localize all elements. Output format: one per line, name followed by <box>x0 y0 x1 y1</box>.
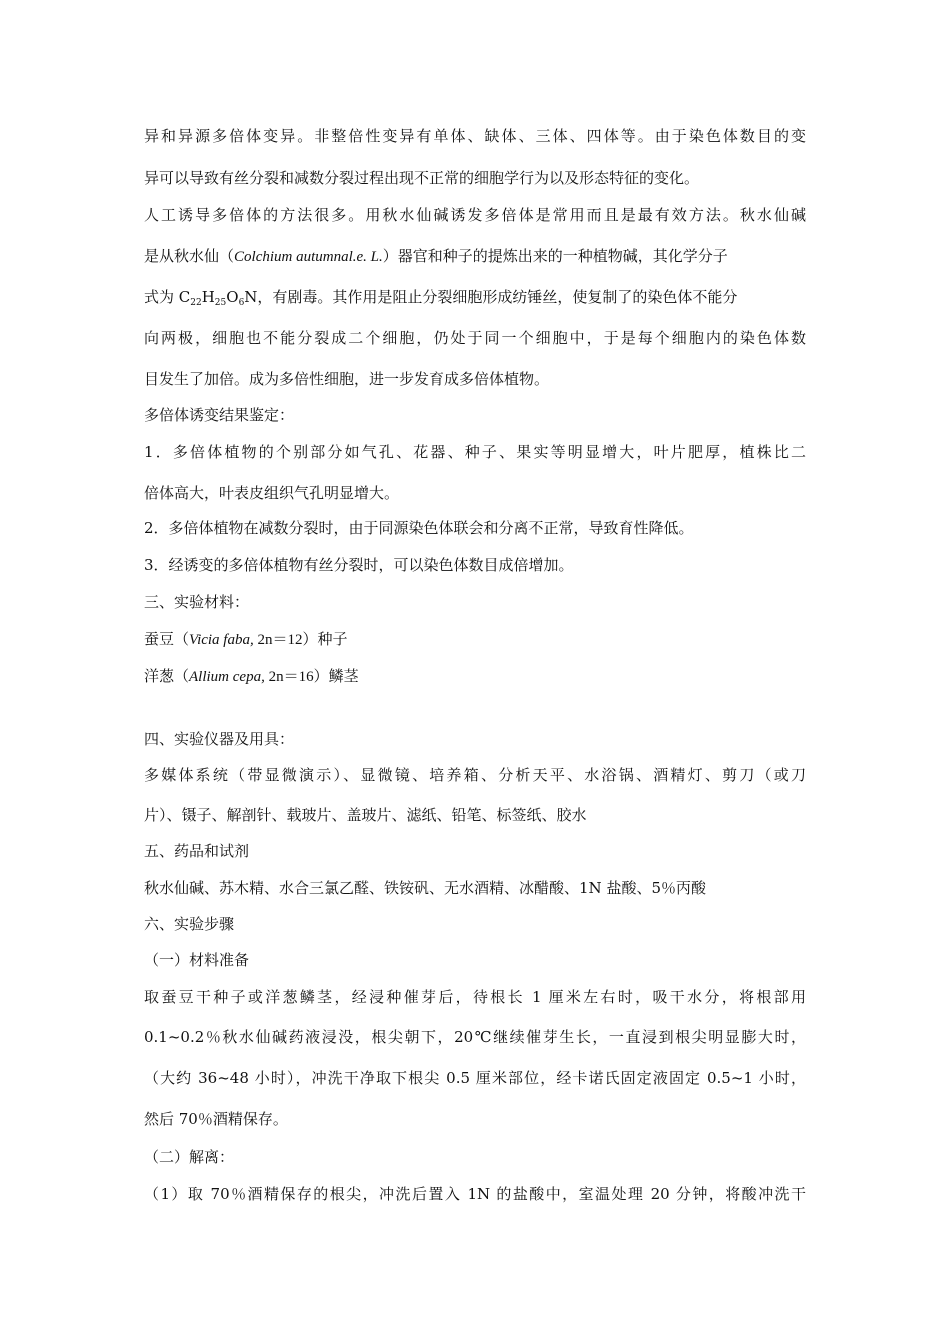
text-fragment: 蚕豆（ <box>144 630 190 648</box>
text-line: 异和异源多倍体变异。非整倍性变异有单体、缺体、三体、四体等。由于染色体数目的变 <box>144 127 806 145</box>
text-line: （1）取 70％酒精保存的根尖，冲洗后置入 1N 的盐酸中，室温处理 20 分钟，将酸冲洗干 <box>144 1185 806 1203</box>
text-line <box>144 246 728 267</box>
list-item: 2．多倍体植物在减数分裂时，由于同源染色体联会和分离不正常，导致育性降低。 <box>144 519 694 537</box>
heading: 多倍体诱变结果鉴定： <box>144 406 295 424</box>
sub-heading: （二）解离： <box>144 1148 235 1166</box>
subscript: 25 <box>214 298 227 308</box>
text-line: 0.1~0.2％秋水仙碱药液浸没，根尖朝下，20℃继续催芽生长，一直浸到根尖明显膨大时， <box>144 1028 806 1046</box>
sub-heading: （一）材料准备 <box>144 951 250 969</box>
text-line: 人工诱导多倍体的方法很多。用秋水仙碱诱发多倍体是常用而且是最有效方法。秋水仙碱 <box>144 206 806 224</box>
text-fragment: 2n＝12）种子 <box>253 632 348 648</box>
section-heading: 四、实验仪器及用具： <box>144 730 295 748</box>
text-fragment: ）器官和种子的提炼出来的一种植物碱，其化学分子 <box>382 247 728 265</box>
section-heading: 六、实验步骤 <box>144 915 235 933</box>
text-line: 向两极，细胞也不能分裂成二个细胞，仍处于同一个细胞中，于是每个细胞内的染色体数 <box>144 329 806 347</box>
text-line: 倍体高大，叶表皮组织气孔明显增大。 <box>144 484 400 502</box>
text-fragment: 是从秋水仙（ <box>144 247 235 265</box>
text-fragment: 式为 C <box>144 288 191 306</box>
latin-name: Vicia faba, <box>189 632 254 648</box>
subscript: 6 <box>238 298 245 308</box>
latin-name: Allium cepa, <box>189 669 265 685</box>
formula-element: O <box>226 288 239 306</box>
list-item: 3．经诱变的多倍体植物有丝分裂时，可以染色体数目成倍增加。 <box>144 556 574 574</box>
text-line: 取蚕豆干种子或洋葱鳞茎，经浸种催芽后，待根长 1 厘米左右时，吸干水分，将根部用 <box>144 988 806 1006</box>
text-line: 片）、镊子、解剖针、载玻片、盖玻片、滤纸、铅笔、标签纸、胶水 <box>144 806 587 824</box>
section-heading: 五、药品和试剂 <box>144 842 250 860</box>
formula-element: H <box>201 288 215 306</box>
material-item <box>144 666 359 687</box>
text-fragment: N，有剧毒。其作用是阻止分裂细胞形成纺锤丝，使复制了的染色体不能分 <box>244 288 738 306</box>
text-line: 秋水仙碱、苏木精、水合三氯乙醛、铁铵矾、无水酒精、冰醋酸、1N 盐酸、5％丙酸 <box>144 879 706 897</box>
text-fragment: 2n＝16）鳞茎 <box>264 669 359 685</box>
text-line: （大约 36~48 小时），冲洗干净取下根尖 0.5 厘米部位，经卡诺氏固定液固定 0.5~1 小时， <box>144 1069 806 1087</box>
material-item <box>144 629 348 650</box>
text-line: 目发生了加倍。成为多倍性细胞，进一步发育成多倍体植物。 <box>144 370 550 388</box>
text-line <box>144 287 737 307</box>
latin-name: Colchium autumnal.e. L. <box>234 249 383 265</box>
text-fragment: 洋葱（ <box>144 667 190 685</box>
list-item: 1．多倍体植物的个别部分如气孔、花器、种子、果实等明显增大，叶片肥厚，植株比二 <box>144 443 806 461</box>
section-heading: 三、实验材料： <box>144 593 250 611</box>
text-line: 然后 70％酒精保存。 <box>144 1110 288 1128</box>
text-line: 异可以导致有丝分裂和减数分裂过程出现不正常的细胞学行为以及形态特征的变化。 <box>144 169 700 187</box>
text-line: 多媒体系统（带显微演示）、显微镜、培养箱、分析天平、水浴锅、酒精灯、剪刀（或刀 <box>144 766 806 784</box>
subscript: 22 <box>190 298 202 308</box>
